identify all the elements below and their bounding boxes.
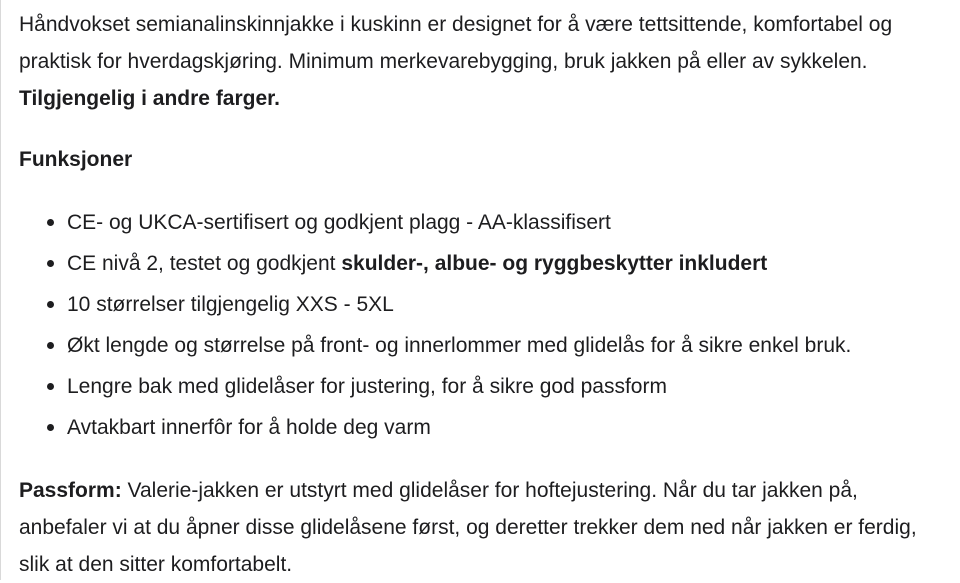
bullet-icon [47, 383, 54, 390]
intro-colors-note: Tilgjengelig i andre farger. [19, 87, 281, 110]
feature-item [19, 243, 944, 284]
feature-text: CE- og UKCA-sertifisert og godkjent plagg - AA-klassifisert [67, 211, 611, 234]
bullet-icon [47, 342, 54, 349]
bullet-icon [47, 424, 54, 431]
feature-item [19, 284, 944, 325]
fit-text: Valerie-jakken er utstyrt med glidelåser for hoftejustering. Når du tar jakken på, anbefaler vi at du åpner disse glidelåsene først, og deretter trekker dem ned når jakken er ferdig, slik at den sitter komfortabelt. [19, 479, 917, 576]
bullet-icon [47, 260, 54, 267]
features-heading: Funksjoner [19, 148, 133, 171]
features-list [19, 202, 944, 448]
feature-item [19, 325, 944, 366]
intro-paragraph [19, 6, 944, 117]
feature-text: 10 størrelser tilgjengelig XXS - 5XL [67, 293, 394, 316]
feature-item [19, 407, 944, 448]
feature-item [19, 202, 944, 243]
feature-text: Økt lengde og størrelse på front- og innerlommer med glidelås for å sikre enkel bruk. [67, 334, 852, 357]
feature-text: CE nivå 2, testet og godkjent [67, 252, 342, 275]
feature-bold-text: skulder-, albue- og ryggbeskytter inkludert [341, 252, 768, 275]
bullet-icon [47, 219, 54, 226]
fit-paragraph [19, 472, 944, 583]
feature-text: Avtakbart innerfôr for å holde deg varm [67, 416, 431, 439]
left-border [0, 0, 1, 580]
feature-text: Lengre bak med glidelåser for justering, for å sikre god passform [67, 375, 667, 398]
fit-label: Passform: [19, 479, 122, 502]
bullet-icon [47, 301, 54, 308]
product-description [19, 6, 944, 583]
intro-text: Håndvokset semianalinskinnjakke i kuskinn er designet for å være tettsittende, komfortabel og praktisk for hverdagskjøring. Minimum merkevarebygging, bruk jakken på eller av sykkelen. [19, 13, 893, 73]
feature-item [19, 366, 944, 407]
